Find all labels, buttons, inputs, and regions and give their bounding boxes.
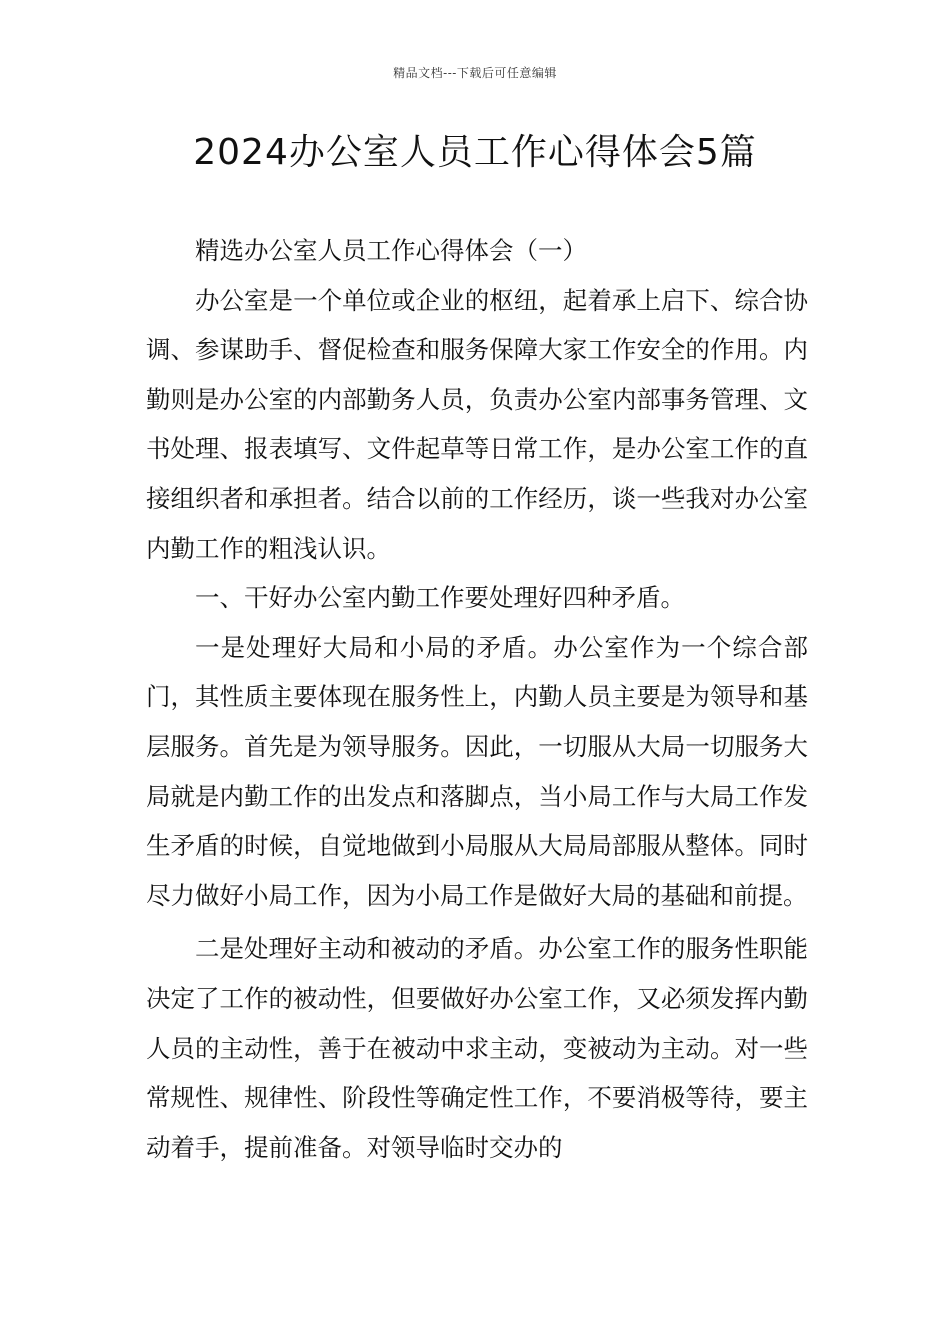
- paragraph: 二是处理好主动和被动的矛盾。办公室工作的服务性职能决定了工作的被动性，但要做好办公室工作，又必须发挥内勤人员的主动性，善于在被动中求主动，变被动为主动。对一些常规性、规律性、阶段性等确定性工作，不要消极等待，要主动着手，提前准备。对领导临时交办的: [146, 934, 808, 1162]
- paragraph: 一、干好办公室内勤工作要处理好四种矛盾。: [195, 583, 685, 613]
- document-body: [146, 226, 808, 1172]
- paragraph: 办公室是一个单位或企业的枢纽，起着承上启下、综合协调、参谋助手、督促检查和服务保障大家工作安全的作用。内勤则是办公室的内部勤务人员，负责办公室内部事务管理、文书处理、报表填写、文件起草等日常工作，是办公室工作的直接组织者和承担者。结合以前的工作经历，谈一些我对办公室内勤工作的粗浅认识。: [146, 285, 808, 563]
- paragraph: 一是处理好大局和小局的矛盾。办公室作为一个综合部门，其性质主要体现在服务性上，内勤人员主要是为领导和基层服务。首先是为领导服务。因此，一切服从大局一切服务大局就是内勤工作的出发点和落脚点，当小局工作与大局工作发生矛盾的时候，自觉地做到小局服从大局局部服从整体。同时尽力做好小局工作，因为小局工作是做好大局的基础和前提。: [146, 632, 808, 910]
- section-heading: 精选办公室人员工作心得体会（一）: [195, 236, 587, 265]
- header-note: 精品文档---下载后可任意编辑: [393, 66, 557, 80]
- document-title: 2024办公室人员工作心得体会5篇: [193, 132, 757, 173]
